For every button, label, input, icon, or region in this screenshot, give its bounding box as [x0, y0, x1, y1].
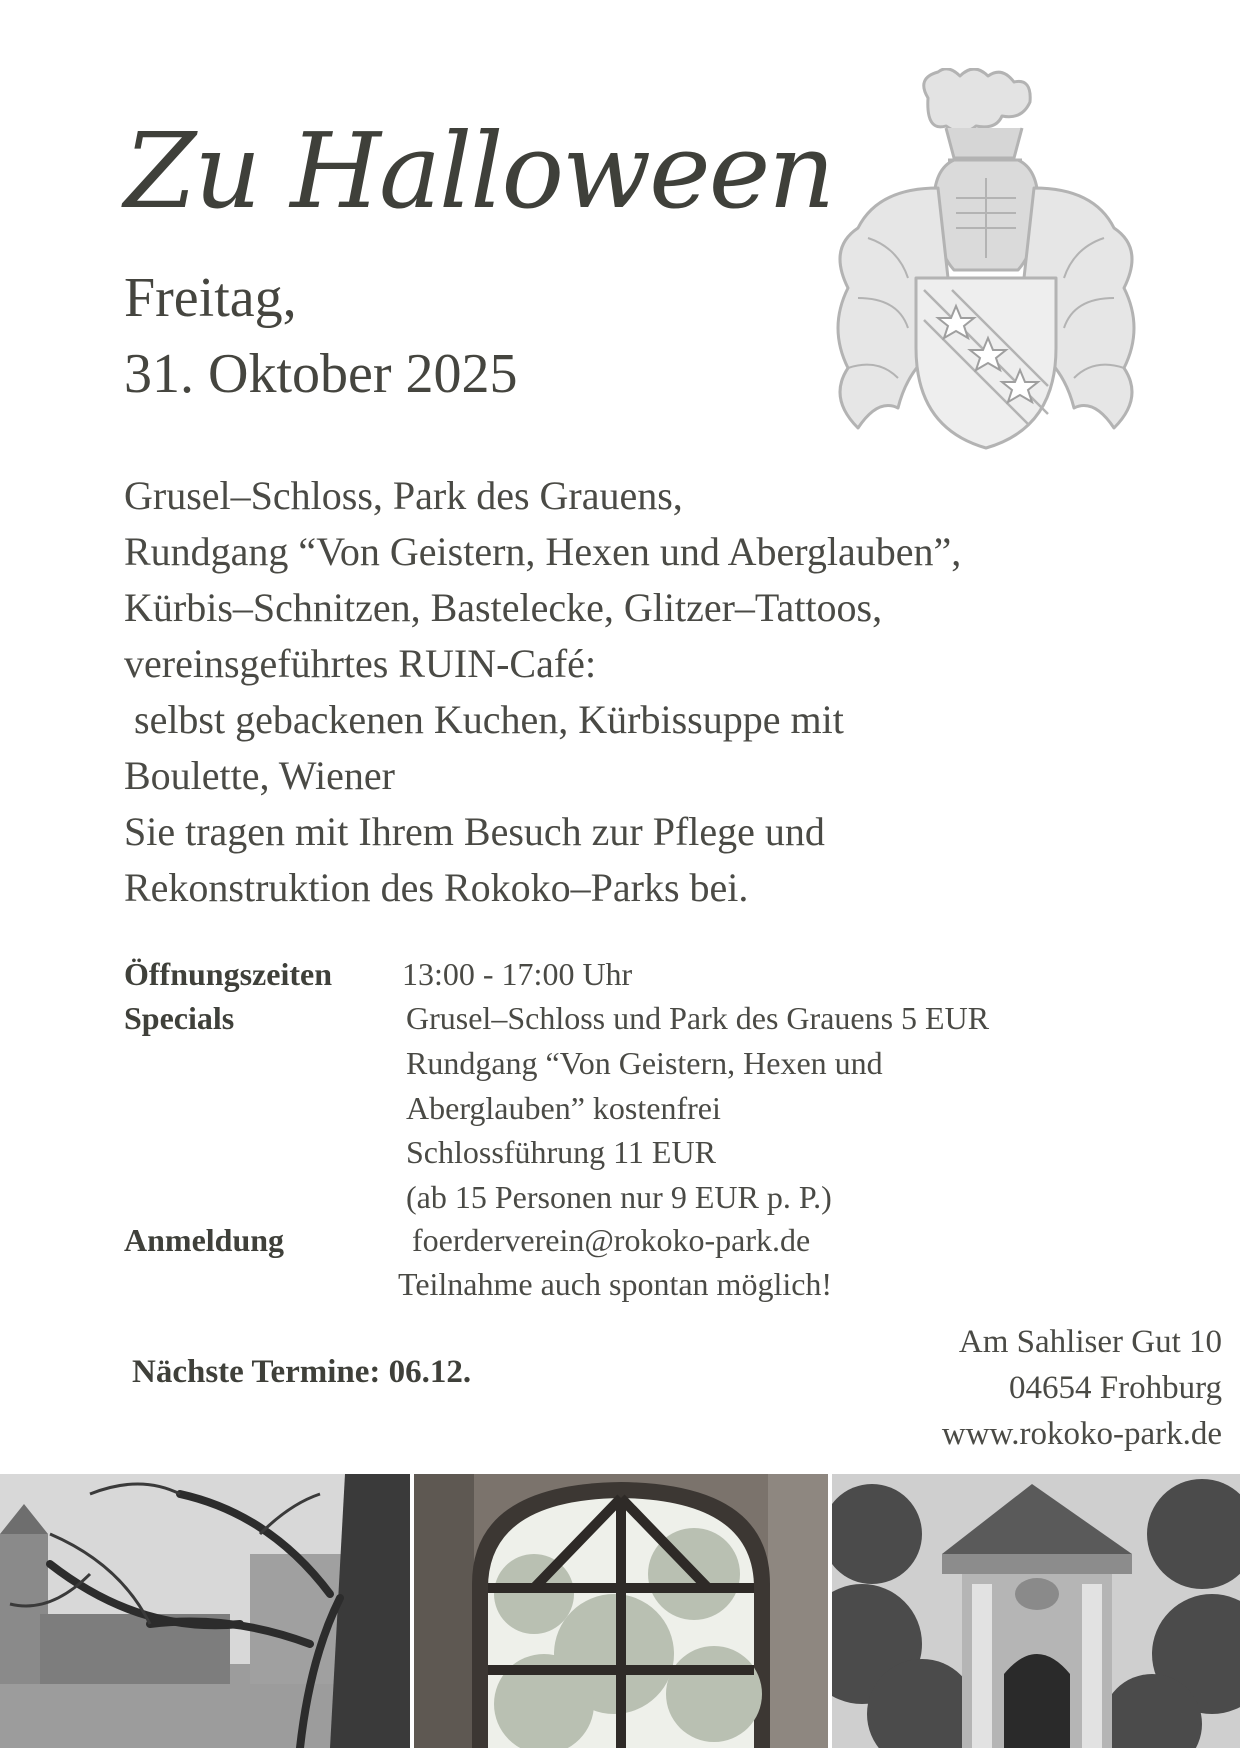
- description-line: Rekonstruktion des Rokoko–Parks bei.: [124, 865, 749, 910]
- next-dates: Nächste Termine: 06.12.: [132, 1354, 472, 1390]
- description-line: Kürbis–Schnitzen, Bastelecke, Glitzer–Tattoos,: [124, 585, 883, 630]
- specials-line: (ab 15 Personen nur 9 EUR p. P.): [406, 1179, 832, 1215]
- specials-line: Grusel–Schloss und Park des Grauens 5 EUR: [406, 1000, 990, 1036]
- description-line: Rundgang “Von Geistern, Hexen und Aberglauben”,: [124, 529, 962, 574]
- registration-label: Anmeldung: [124, 1222, 285, 1258]
- opening-hours-label: Öffnungszeiten: [124, 956, 332, 992]
- registration-note: Teilnahme auch spontan möglich!: [398, 1266, 833, 1302]
- photo-pavilion: [832, 1474, 1240, 1748]
- specials-line: Aberglauben” kostenfrei: [406, 1090, 721, 1126]
- description-line: Grusel–Schloss, Park des Grauens,: [124, 473, 683, 518]
- registration-email-link[interactable]: foerderverein@rokoko-park.de: [412, 1222, 811, 1258]
- specials-line: Schlossführung 11 EUR: [406, 1134, 716, 1170]
- description-line: Boulette, Wiener: [124, 753, 395, 798]
- description-line: Sie tragen mit Ihrem Besuch zur Pflege und: [124, 809, 825, 854]
- photo-arched-window: [414, 1474, 828, 1748]
- description-line: vereinsgeführtes RUIN-Café:: [124, 641, 597, 686]
- specials-label: Specials: [124, 1000, 235, 1036]
- event-date: 31. Oktober 2025: [124, 343, 518, 405]
- event-description: [124, 468, 1124, 916]
- address-city: 04654 Frohburg: [1009, 1370, 1222, 1406]
- event-title: Zu Halloween: [124, 110, 834, 232]
- address-street: Am Sahliser Gut 10: [958, 1324, 1222, 1360]
- photo-park-tree: [0, 1474, 410, 1748]
- specials-line: Rundgang “Von Geistern, Hexen und: [406, 1045, 883, 1081]
- opening-hours-value: 13:00 - 17:00 Uhr: [402, 956, 633, 992]
- description-line: selbst gebackenen Kuchen, Kürbissuppe mit: [124, 697, 844, 742]
- event-weekday: Freitag,: [124, 267, 297, 329]
- website-link[interactable]: www.rokoko-park.de: [941, 1416, 1222, 1452]
- coat-of-arms-icon: [828, 68, 1160, 458]
